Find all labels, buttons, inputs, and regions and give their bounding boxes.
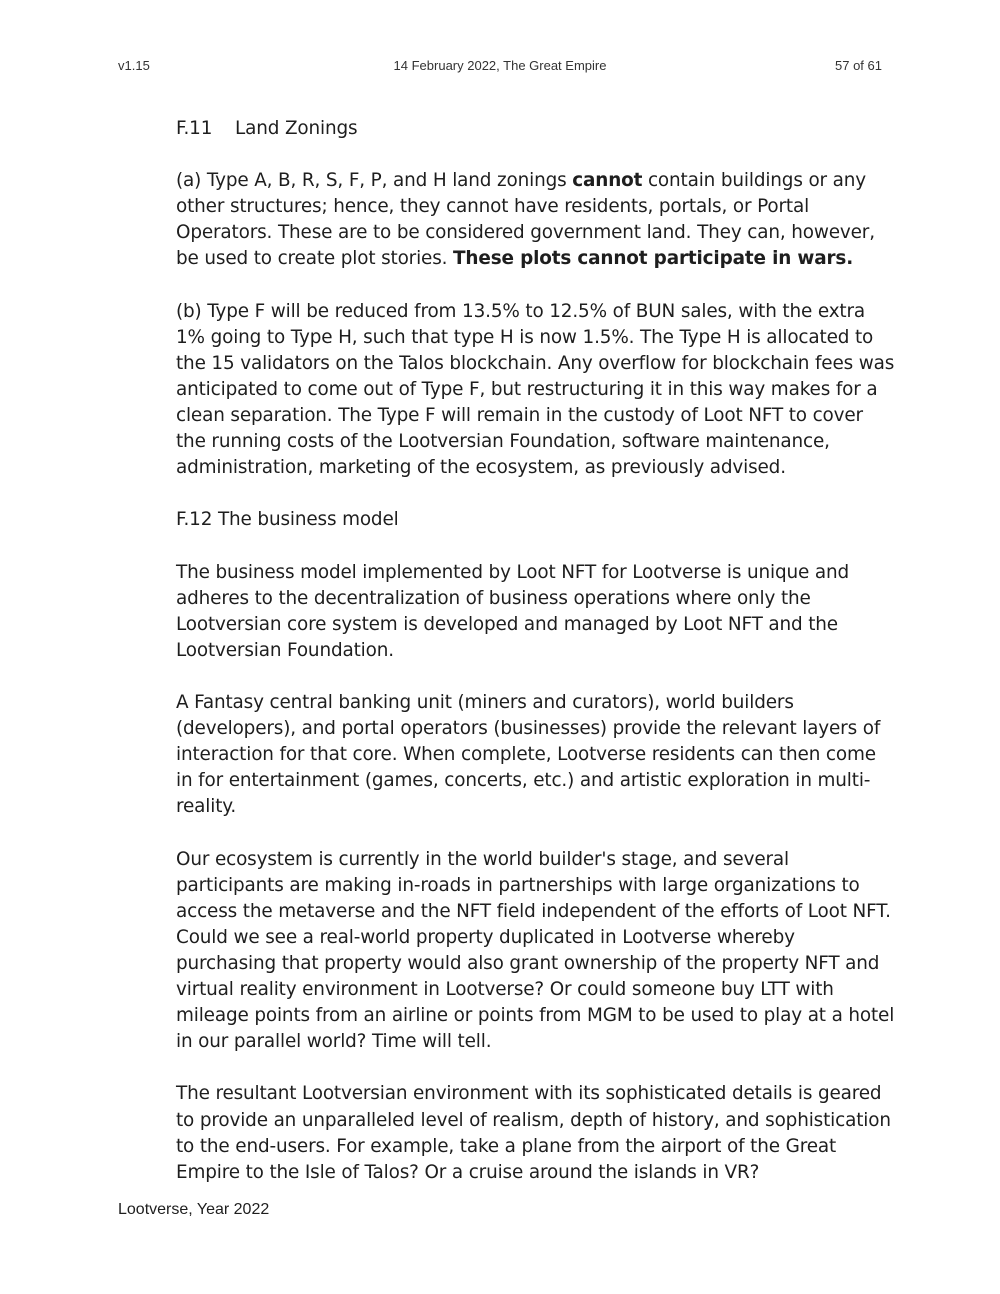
paragraph: Our ecosystem is currently in the world builder's stage, and several participants are making in-roads in partnerships with large organizations to access the metaverse and the NFT field independent of the efforts of Loot NFT. Could we see a real-world property duplicated in Lootverse whereby purchasing that property would also grant ownership of the property NFT and virtual reality environment in Lootverse? Or could someone buy LTT with mileage points from an airline or points from MGM to be used to play at a hotel in our parallel world? Time will tell.: [176, 848, 895, 1053]
page-number: 57 of 61: [835, 58, 882, 73]
emphasis-wars: These plots cannot participate in wars.: [453, 248, 854, 270]
page-footer: Lootverse, Year 2022: [118, 1201, 270, 1218]
paragraph: A Fantasy central banking unit (miners and curators), world builders (developers), and portal operators (businesses) provide the relevant layers of interaction for that core. When complete, Lootverse residents can then come in for entertainment (games, concerts, etc.) and artistic exploration in multi-reality.: [176, 692, 881, 818]
section-heading-f11: [176, 116, 896, 142]
paragraph-a: [176, 168, 896, 272]
section-title: Land Zonings: [235, 118, 358, 139]
paragraph-a-text-1: (a) Type A, B, R, S, F, P, and H land zonings: [176, 170, 573, 192]
paragraph: The resultant Lootversian environment with its sophisticated details is geared to provide an unparalleled level of realism, depth of history, and sophistication to the end-users. For example, take a plane from the airport of the Great Empire to the Isle of Talos? Or a cruise around the islands in VR?: [176, 1083, 891, 1183]
section-number: F.11: [176, 118, 213, 139]
section-heading-f12: F.12 The business model: [176, 509, 399, 531]
page-header: [0, 58, 1000, 78]
document-date: 14 February 2022, The Great Empire: [393, 58, 607, 73]
emphasis-cannot: cannot: [572, 170, 643, 192]
version-label: v1.15: [118, 58, 150, 73]
paragraph-a-text-2: contain buildings or any other structures; hence, they cannot have residents, portals, or Portal Operators. These are to be considered government land. They can, however, be used to create plot stories.: [176, 170, 875, 270]
paragraph-b: (b) Type F will be reduced from 13.5% to 12.5% of BUN sales, with the extra 1% going to Type H, such that type H is now 1.5%. The Type H is allocated to the 15 validators on the Talos blockchain. Any overflow for blockchain fees was anticipated to come out of Type F, but restructuring it in this way makes for a clean separation. The Type F will remain in the custody of Loot NFT to cover the running costs of the Lootversian Foundation, software maintenance, administration, marketing of the ecosystem, as previously advised.: [176, 300, 895, 479]
paragraph: The business model implemented by Loot NFT for Lootverse is unique and adheres to the decentralization of business operations where only the Lootversian core system is developed and managed by Loot NFT and the Lootversian Foundation.: [176, 561, 850, 661]
document-body: [176, 116, 896, 1212]
